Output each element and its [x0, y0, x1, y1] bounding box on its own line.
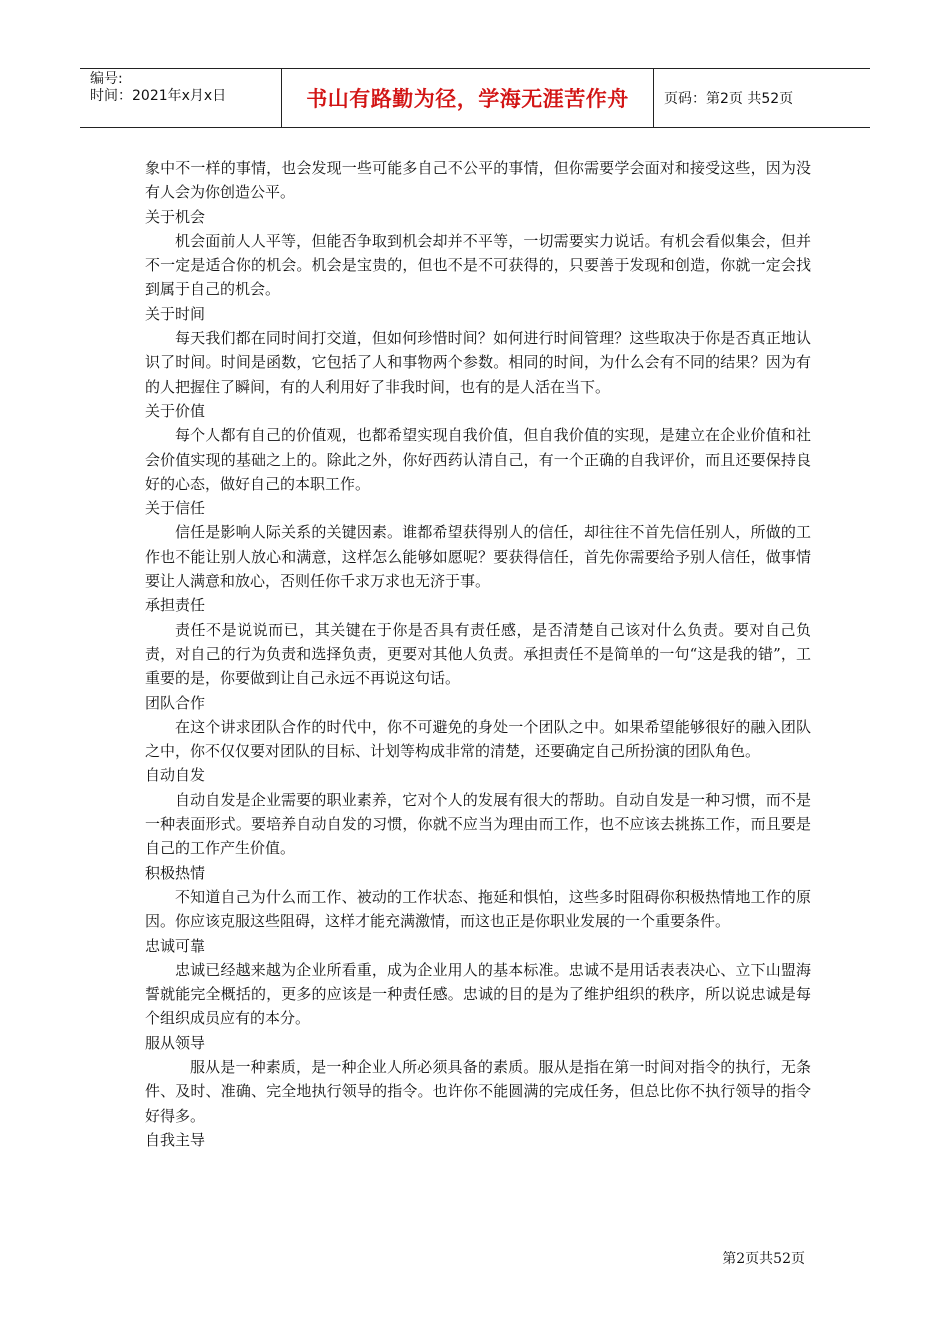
body-paragraph: 机会面前人人平等，但能否争取到机会却并不平等，一切需要实力说话。有机会看似集会，但并不一定是适合你的机会。机会是宝贵的，但也不是不可获得的，只要善于发现和创造，你就一定会找到属于自己的机会。 — [145, 231, 811, 299]
body-paragraph: 忠诚已经越来越为企业所看重，成为企业用人的基本标准。忠诚不是用话表表决心、立下山盟海誓就能完全概括的，更多的应该是一种责任感。忠诚的目的是为了维护组织的秩序，所以说忠诚是每个组织成员应有的本分。 — [145, 960, 811, 1028]
header-page-number: 页码：第2页 共52页 — [664, 91, 794, 107]
body-paragraph: 在这个讲求团队合作的时代中，你不可避免的身处一个团队之中。如果希望能够很好的融入团队之中，你不仅仅要对团队的目标、计划等构成非常的清楚，还要确定自己所扮演的团队角色。 — [145, 717, 811, 761]
body-paragraph: 责任不是说说而已，其关键在于你是否具有责任感，是否清楚自己该对什么负责。要对自己负责，对自己的行为负责和选择负责，更要对其他人负责。承担责任不是简单的一句“这是我的错”，工重要的是，你要做到让自己永远不再说这句话。 — [145, 620, 811, 688]
page-header — [80, 68, 870, 128]
body-paragraph: 自动自发是企业需要的职业素养，它对个人的发展有很大的帮助。自动自发是一种习惯，而不是一种表面形式。要培养自动自发的习惯，你就不应当为理由而工作，也不应该去挑拣工作，而且要是自己的工作产生价值。 — [145, 790, 811, 858]
section-heading: 关于价值 — [145, 401, 206, 420]
section-heading: 关于机会 — [145, 207, 206, 226]
body-paragraph: 信任是影响人际关系的关键因素。谁都希望获得别人的信任，却往往不首先信任别人，所做的工作也不能让别人放心和满意，这样怎么能够如愿呢？要获得信任，首先你需要给予别人信任，做事情要让人满意和放心，否则任你千求万求也无济于事。 — [145, 523, 811, 591]
section-heading: 忠诚可靠 — [145, 936, 206, 955]
document-time-label: 时间：2021年x月x日 — [90, 88, 227, 104]
section-heading: 关于时间 — [145, 304, 206, 323]
footer-page-number: 第2页共52页 — [722, 1251, 805, 1267]
section-heading: 关于信任 — [145, 499, 206, 518]
section-heading: 自我主导 — [145, 1130, 206, 1149]
body-paragraph: 服从是一种素质，是一种企业人所必须具备的素质。服从是指在第一时间对指令的执行，无条件、及时、准确、完全地执行领导的指令。也许你不能圆满的完成任务，但总比你不执行领导的指令好得多。 — [145, 1057, 811, 1125]
document-body — [145, 156, 811, 1152]
header-motto: 书山有路勤为径，学海无涯苦作舟 — [306, 87, 629, 111]
body-paragraph: 不知道自己为什么而工作、被动的工作状态、拖延和惧怕，这些多时阻碍你积极热情地工作的原因。你应该克服这些阻碍，这样才能充满激情，而这也正是你职业发展的一个重要条件。 — [145, 887, 811, 931]
page-footer — [722, 1248, 805, 1268]
section-heading: 团队合作 — [145, 693, 206, 712]
body-paragraph: 象中不一样的事情，也会发现一些可能多自己不公平的事情，但你需要学会面对和接受这些，因为没有人会为你创造公平。 — [145, 159, 811, 202]
document-number-label: 编号: — [90, 71, 123, 87]
section-heading: 积极热情 — [145, 863, 206, 882]
section-heading: 自动自发 — [145, 766, 206, 785]
section-heading: 承担责任 — [145, 596, 206, 615]
header-page-cell — [654, 69, 870, 127]
section-heading: 服从领导 — [145, 1033, 206, 1052]
body-paragraph: 每天我们都在同时间打交道，但如何珍惜时间？如何进行时间管理？这些取决于你是否真正地认识了时间。时间是函数，它包括了人和事物两个参数。相同的时间，为什么会有不同的结果？因为有的人把握住了瞬间，有的人利用好了非我时间，也有的是人活在当下。 — [145, 329, 811, 396]
header-meta-cell — [80, 69, 282, 127]
body-paragraph: 每个人都有自己的价值观，也都希望实现自我价值，但自我价值的实现，是建立在企业价值和社会价值实现的基础之上的。除此之外，你好西药认清自己，有一个正确的自我评价，而且还要保持良好的心态，做好自己的本职工作。 — [145, 426, 811, 493]
header-motto-cell — [282, 69, 654, 127]
